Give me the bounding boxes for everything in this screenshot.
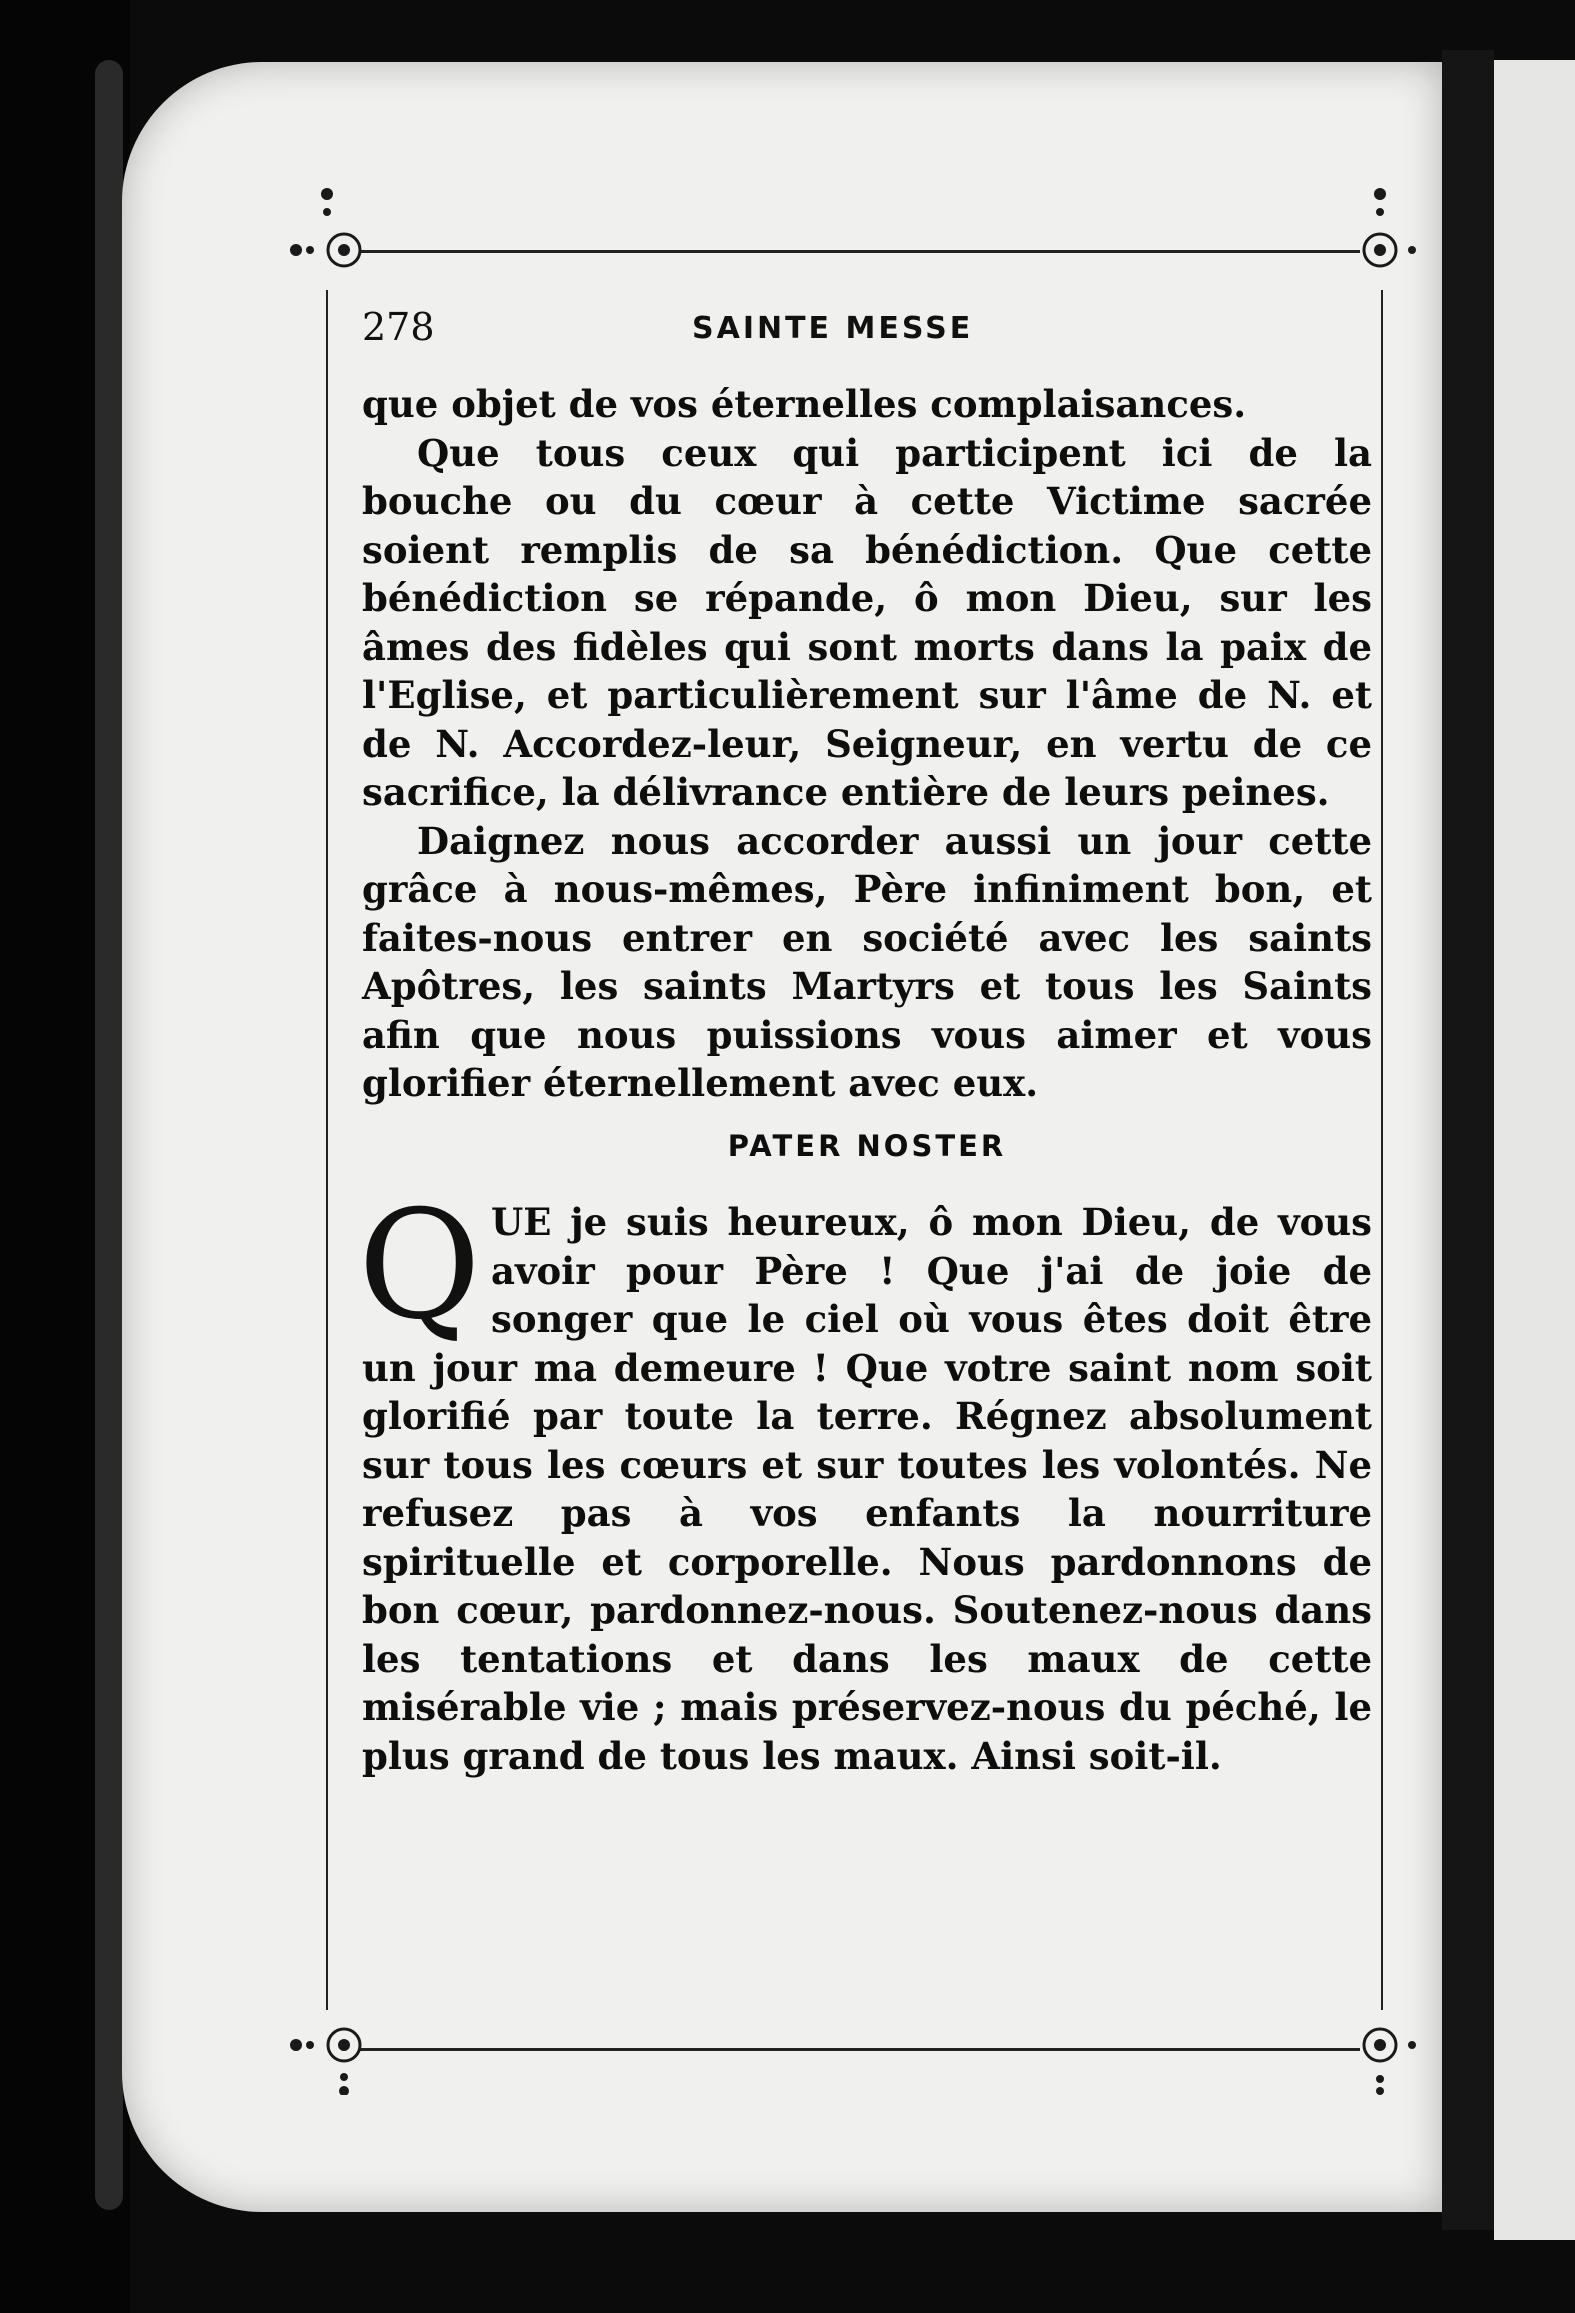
paragraph-2: Que tous ceux qui participent ici de la bouche ou du cœur à cette Victime sacrée soient remplis de sa bénédiction. Que cette bénédiction se répande, ô mon Dieu, sur les âmes des fidèles qui sont morts dans la paix de l'Eglise, et particulièrement sur l'âme de N. et de N. Accordez-leur, Seigneur, en vertu de ce sacrifice, la délivrance entière de leurs peines. bbox=[362, 430, 1372, 814]
prayer-paragraph bbox=[358, 1179, 1372, 1780]
page-header bbox=[362, 305, 1372, 360]
drop-cap-rest: UE bbox=[490, 1200, 552, 1244]
frame-left-rule bbox=[326, 290, 328, 2010]
page-body bbox=[358, 380, 1372, 1780]
paragraph-3: Daignez nous accorder aussi un jour cette grâce à nous-mêmes, Père infiniment bon, et faites-nous entrer en société avec les saints Apôtres, les saints Martyrs et tous les Saints afin que nous puissions vous aimer et vous glorifier éternellement avec eux. bbox=[362, 818, 1372, 1105]
book-gutter bbox=[1442, 50, 1494, 2230]
ornament-top-right-icon bbox=[1340, 180, 1430, 270]
prayer-text: je suis heureux, ô mon Dieu, de vous avoir pour Père ! Que j'ai de joie de songer que le ciel où vous êtes doit être un jour ma demeure ! Que votre saint nom soit glorifié par toute la terre. Régnez absolument sur tous les cœurs et sur toutes les volontés. Ne refusez pas à vos enfants la nourriture spirituelle et corporelle. Nous pardonnons de bon cœur, pardonnez-nous. Soutenez-nous dans les tentations et dans les maux de cette misérable vie ; mais préservez-nous du péché, le plus grand de tous les maux. Ainsi soit-il. bbox=[362, 1200, 1372, 1778]
ornament-top-left-icon bbox=[282, 180, 372, 270]
book-binding bbox=[95, 60, 123, 2210]
ornament-bottom-right-icon bbox=[1340, 2005, 1430, 2095]
frame-top-rule bbox=[360, 250, 1360, 253]
section-title: PATER NOSTER bbox=[727, 1128, 1007, 1163]
page-number: 278 bbox=[362, 305, 435, 349]
drop-cap: Q bbox=[358, 1179, 481, 1353]
facing-page-edge bbox=[1494, 60, 1575, 2240]
ornament-bottom-left-icon bbox=[282, 2005, 372, 2095]
running-head: SAINTE MESSE bbox=[692, 311, 974, 346]
paragraph-continuation: que objet de vos éternelles complaisances. bbox=[362, 382, 1247, 426]
frame-right-rule bbox=[1381, 290, 1383, 2010]
frame-bottom-rule bbox=[360, 2048, 1360, 2051]
